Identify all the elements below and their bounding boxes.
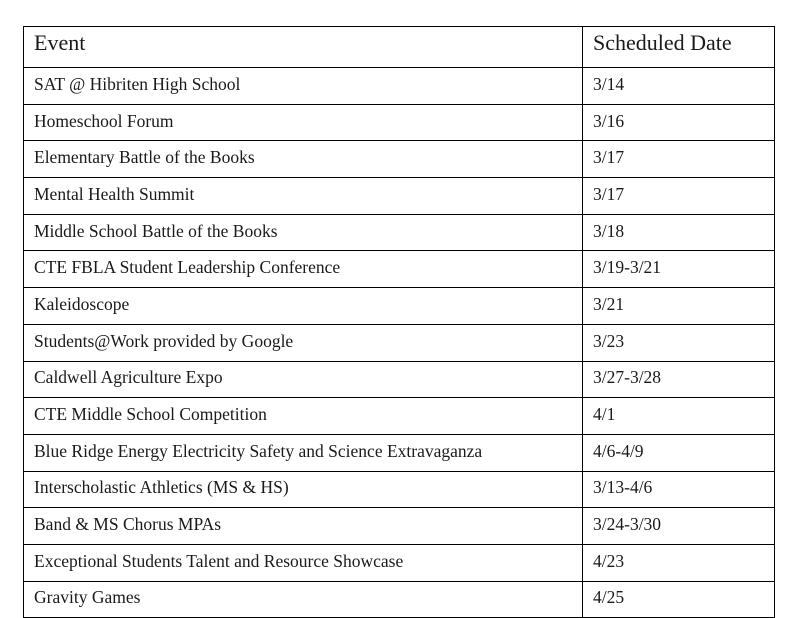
scheduled-date-column-header: Scheduled Date [583, 27, 775, 68]
event-column-header: Event [24, 27, 583, 68]
event-cell: Homeschool Forum [24, 104, 583, 141]
event-cell: CTE FBLA Student Leadership Conference [24, 251, 583, 288]
event-cell: Mental Health Summit [24, 178, 583, 215]
table-row [24, 104, 775, 141]
event-cell: CTE Middle School Competition [24, 398, 583, 435]
table-row [24, 214, 775, 251]
table-row [24, 68, 775, 105]
table-body [24, 68, 775, 618]
date-cell: 3/14 [583, 68, 775, 105]
date-cell: 3/13-4/6 [583, 471, 775, 508]
event-cell: Students@Work provided by Google [24, 324, 583, 361]
date-cell: 3/16 [583, 104, 775, 141]
date-cell: 3/17 [583, 141, 775, 178]
table-row [24, 141, 775, 178]
table-row [24, 288, 775, 325]
date-cell: 3/19-3/21 [583, 251, 775, 288]
date-cell: 3/27-3/28 [583, 361, 775, 398]
event-cell: Elementary Battle of the Books [24, 141, 583, 178]
event-cell: Caldwell Agriculture Expo [24, 361, 583, 398]
date-cell: 4/23 [583, 544, 775, 581]
event-cell: Gravity Games [24, 581, 583, 618]
event-cell: Interscholastic Athletics (MS & HS) [24, 471, 583, 508]
table-row [24, 508, 775, 545]
date-cell: 3/21 [583, 288, 775, 325]
table-row [24, 251, 775, 288]
event-schedule-table [23, 26, 775, 618]
table-row [24, 544, 775, 581]
event-cell: Band & MS Chorus MPAs [24, 508, 583, 545]
date-cell: 4/25 [583, 581, 775, 618]
table-row [24, 398, 775, 435]
date-cell: 3/18 [583, 214, 775, 251]
header-row [24, 27, 775, 68]
table-row [24, 178, 775, 215]
event-cell: Blue Ridge Energy Electricity Safety and Science Extravaganza [24, 434, 583, 471]
table-row [24, 471, 775, 508]
event-cell: Kaleidoscope [24, 288, 583, 325]
date-cell: 4/6-4/9 [583, 434, 775, 471]
date-cell: 3/17 [583, 178, 775, 215]
date-cell: 4/1 [583, 398, 775, 435]
date-cell: 3/23 [583, 324, 775, 361]
event-cell: Exceptional Students Talent and Resource Showcase [24, 544, 583, 581]
date-cell: 3/24-3/30 [583, 508, 775, 545]
event-cell: Middle School Battle of the Books [24, 214, 583, 251]
table-header [24, 27, 775, 68]
table-row [24, 324, 775, 361]
table-row [24, 581, 775, 618]
event-cell: SAT @ Hibriten High School [24, 68, 583, 105]
table-row [24, 361, 775, 398]
table-row [24, 434, 775, 471]
